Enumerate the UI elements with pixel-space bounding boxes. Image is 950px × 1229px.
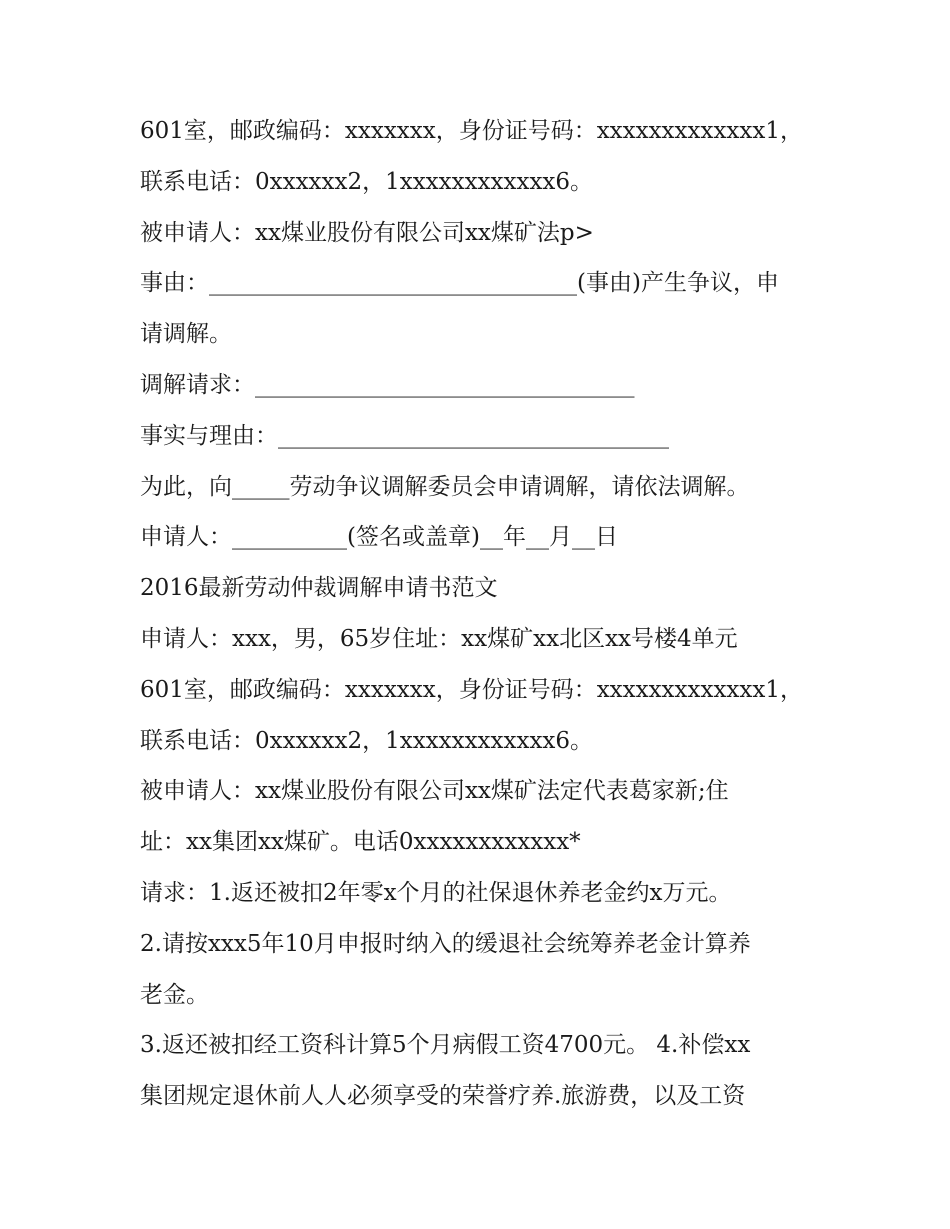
text-line: 601室，邮政编码：xxxxxxx，身份证号码：xxxxxxxxxxxxx1， bbox=[140, 118, 803, 144]
text-line: 事由：________________________________(事由)产生争议，申 bbox=[140, 270, 779, 297]
text-line: 老金。 bbox=[140, 981, 209, 1008]
text-line: 请求：1.返还被扣2年零x个月的社保退休养老金约x万元。 bbox=[140, 879, 732, 906]
text-line: 申请人：__________(签名或盖章)__年__月__日 bbox=[140, 524, 618, 551]
text-line: 址：xx集团xx煤矿。电话0xxxxxxxxxxxx* bbox=[140, 829, 581, 856]
text-line: 2.请按xxx5年10月申报时纳入的缓退社会统筹养老金计算养 bbox=[140, 930, 751, 957]
text-line: 3.返还被扣经工资科计算5个月病假工资4700元。 4.补偿xx bbox=[140, 1032, 751, 1059]
text-line: 为此，向_____劳动争议调解委员会申请调解，请依法调解。 bbox=[140, 473, 750, 500]
text-line: 集团规定退休前人人必须享受的荣誉疗养.旅游费，以及工资 bbox=[140, 1083, 746, 1110]
text-line: 申请人：xxx，男，65岁住址：xx煤矿xx北区xx号楼4单元 bbox=[140, 625, 738, 652]
text-line: 被申请人：xx煤业股份有限公司xx煤矿法p> bbox=[140, 219, 594, 246]
text-line: 请调解。 bbox=[140, 321, 232, 348]
text-line: 事实与理由：__________________________________ bbox=[140, 422, 669, 449]
text-line: 被申请人：xx煤业股份有限公司xx煤矿法定代表葛家新;住 bbox=[140, 778, 729, 805]
text-line: 联系电话：0xxxxxx2，1xxxxxxxxxxxx6。 bbox=[140, 727, 594, 754]
document-body bbox=[140, 106, 820, 1122]
document-heading: 2016最新劳动仲裁调解申请书范文 bbox=[140, 575, 498, 602]
text-line: 调解请求：_________________________________ bbox=[140, 371, 635, 398]
text-line: 联系电话：0xxxxxx2，1xxxxxxxxxxxx6。 bbox=[140, 168, 594, 195]
text-line: 601室，邮政编码：xxxxxxx，身份证号码：xxxxxxxxxxxxx1， bbox=[140, 676, 803, 703]
